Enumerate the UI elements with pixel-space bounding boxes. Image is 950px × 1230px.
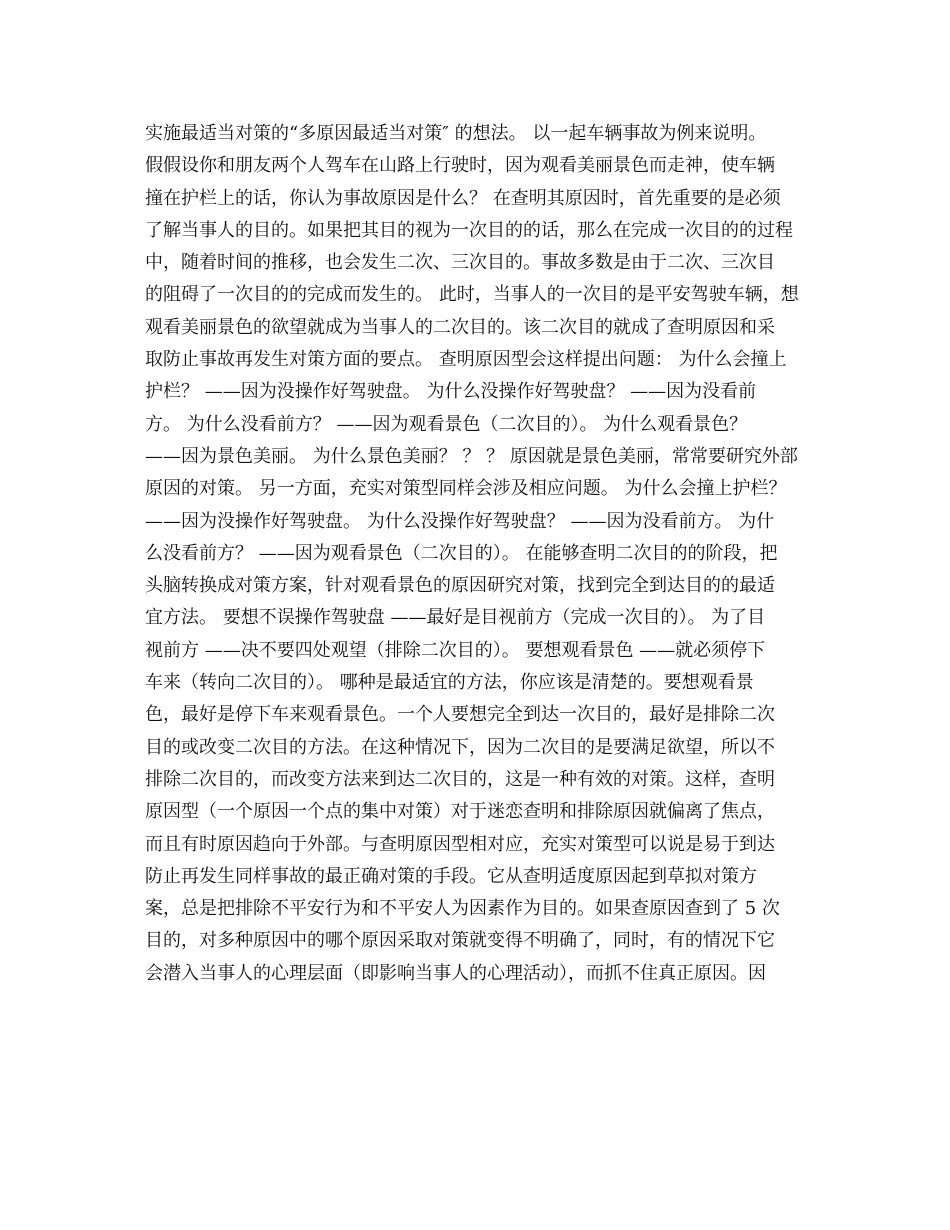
- text-line: 视前方 ——决不要四处观望（排除二次目的）。 要想观看景色 ——就必须停下: [145, 639, 766, 661]
- text-line: 假假设你和朋友两个人驾车在山路上行驶时，因为观看美丽景色而走神，使车辆: [145, 155, 775, 177]
- text-line: 案，总是把排除不平安行为和不平安人为因素作为目的。如果查原因查到了 5 次: [145, 898, 780, 920]
- text-line: 头脑转换成对策方案，针对观看景色的原因研究对策，找到完全到达目的的最适: [145, 575, 775, 597]
- text-line: 了解当事人的目的。如果把其目的视为一次目的的话，那么在完成一次目的的过程: [145, 219, 793, 241]
- text-line: ——因为没操作好驾驶盘。 为什么没操作好驾驶盘？ ——因为没看前方。 为什: [145, 510, 775, 532]
- text-line: 方。 为什么没看前方？ ——因为观看景色（二次目的）。 为什么观看景色？: [145, 413, 748, 435]
- text-line: 中，随着时间的推移，也会发生二次、三次目的。事故多数是由于二次、三次目: [145, 252, 775, 274]
- text-line: 宜方法。 要想不误操作驾驶盘 ——最好是目视前方（完成一次目的）。 为了目: [145, 607, 766, 629]
- text-line: 目的，对多种原因中的哪个原因采取对策就变得不明确了，同时，有的情况下它: [145, 930, 775, 952]
- text-line: 观看美丽景色的欲望就成为当事人的二次目的。该二次目的就成了查明原因和采: [145, 316, 775, 338]
- text-line: 车来（转向二次目的）。 哪种是最适宜的方法，你应该是清楚的。要想观看景: [145, 672, 754, 694]
- text-line: 的阻碍了一次目的的完成而发生的。 此时，当事人的一次目的是平安驾驶车辆，想: [145, 284, 799, 306]
- text-line: 取防止事故再发生对策方面的要点。 查明原因型会这样提出问题： 为什么会撞上: [145, 349, 787, 371]
- text-line: 实施最适当对策的“多原因最适当对策″ 的想法。 以一起车辆事故为例来说明。: [145, 123, 767, 144]
- text-line: 护栏？ ——因为没操作好驾驶盘。 为什么没操作好驾驶盘？ ——因为没看前: [145, 381, 757, 403]
- text-line: 么没看前方？ ——因为观看景色（二次目的）。 在能够查明二次目的的阶段，把: [145, 542, 778, 564]
- text-line: ——因为景色美丽。 为什么景色美丽？ ？ ？ 原因就是景色美丽，常常要研究外部: [145, 445, 798, 467]
- text-line: 而且有时原因趋向于外部。与查明原因型相对应，充实对策型可以说是易于到达: [145, 833, 775, 855]
- text-line: 排除二次目的，而改变方法来到达二次目的，这是一种有效的对策。这样，查明: [145, 768, 775, 790]
- text-line: 原因的对策。 另一方面，充实对策型同样会涉及相应问题。 为什么会撞上护栏？: [145, 478, 787, 500]
- text-line: 色，最好是停下车来观看景色。一个人要想完全到达一次目的，最好是排除二次: [145, 704, 775, 726]
- text-line: 撞在护栏上的话，你认为事故原因是什么？ 在查明其原因时，首先重要的是必须: [145, 187, 781, 209]
- text-line: 目的或改变二次目的方法。在这种情况下，因为二次目的是要满足欲望，所以不: [145, 736, 775, 758]
- text-line: 会潜入当事人的心理层面（即影响当事人的心理活动），而抓不住真正原因。因: [145, 962, 766, 984]
- body-text: [145, 118, 815, 990]
- text-line: 原因型（一个原因一个点的集中对策）对于迷恋查明和排除原因就偏离了焦点，: [145, 801, 775, 823]
- text-line: 防止再发生同样事故的最正确对策的手段。它从查明适度原因起到草拟对策方: [145, 865, 757, 887]
